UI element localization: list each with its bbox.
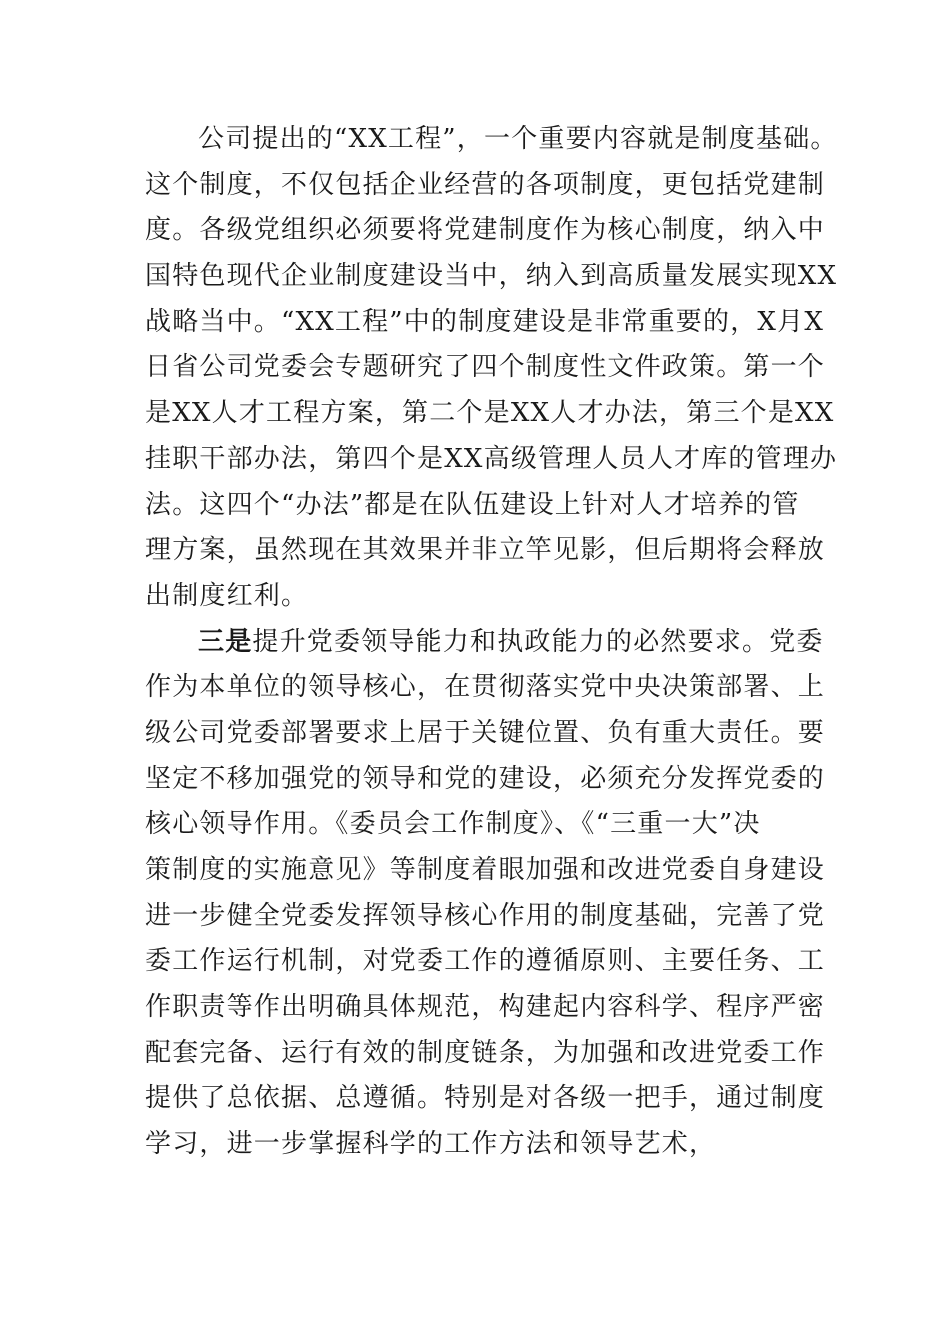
text-line: 战略当中。“XX工程”中的制度建设是非常重要的，X月X — [145, 306, 825, 337]
body-text — [145, 117, 838, 1168]
text-line: 委工作运行机制，对党委工作的遵循原则、主要任务、工 — [145, 946, 826, 977]
text-line: 这个制度，不仅包括企业经营的各项制度，更包括党建制 — [145, 169, 826, 200]
text-line: 法。这四个“办法”都是在队伍建设上针对人才培养的管 — [145, 489, 800, 520]
text-line: 策制度的实施意见》等制度着眼加强和改进党委自身建设 — [145, 855, 826, 885]
text-line: 日省公司党委会专题研究了四个制度性文件政策。第一个 — [145, 352, 826, 383]
text-line: 学习，进一步掌握科学的工作方法和领导艺术， — [145, 1129, 717, 1160]
text-line: 级公司党委部署要求上居于关键位置、负有重大责任。要 — [145, 717, 826, 748]
text-line: 公司提出的“XX工程”，一个重要内容就是制度基础。 — [198, 124, 838, 154]
text-line: 度。各级党组织必须要将党建制度作为核心制度，纳入中 — [145, 215, 826, 246]
paragraph-lead-rest: 提升党委领导能力和执政能力的必然要求。党委 — [252, 626, 824, 657]
text-line: 提供了总依据、总遵循。特别是对各级一把手，通过制度 — [145, 1083, 826, 1114]
paragraph-lead-bold: 三是 — [198, 626, 253, 657]
text-line: 挂职干部办法，第四个是XX高级管理人员人才库的管理办 — [145, 443, 838, 474]
text-line: 作为本单位的领导核心，在贯彻落实党中央决策部署、上 — [145, 672, 826, 703]
paragraph-2 — [145, 620, 826, 1168]
text-line: 配套完备、运行有效的制度链条，为加强和改进党委工作 — [145, 1037, 826, 1068]
text-line: 作职责等作出明确具体规范，构建起内容科学、程序严密 — [145, 992, 826, 1023]
text-line: 理方案，虽然现在其效果并非立竿见影，但后期将会释放 — [145, 535, 826, 566]
text-line: 坚定不移加强党的领导和党的建设，必须充分发挥党委的 — [145, 763, 826, 794]
text-line: 国特色现代企业制度建设当中，纳入到高质量发展实现XX — [145, 261, 838, 292]
text-line: 出制度红利。 — [145, 580, 309, 611]
text-line: 核心领导作用。《委员会工作制度》、《“三重一大”决 — [145, 809, 761, 840]
text-line: 是XX人才工程方案，第二个是XX人才办法，第三个是XX — [145, 398, 835, 429]
text-line — [145, 620, 824, 666]
text-line: 进一步健全党委发挥领导核心作用的制度基础，完善了党 — [145, 900, 826, 931]
paragraph-1 — [145, 117, 838, 620]
